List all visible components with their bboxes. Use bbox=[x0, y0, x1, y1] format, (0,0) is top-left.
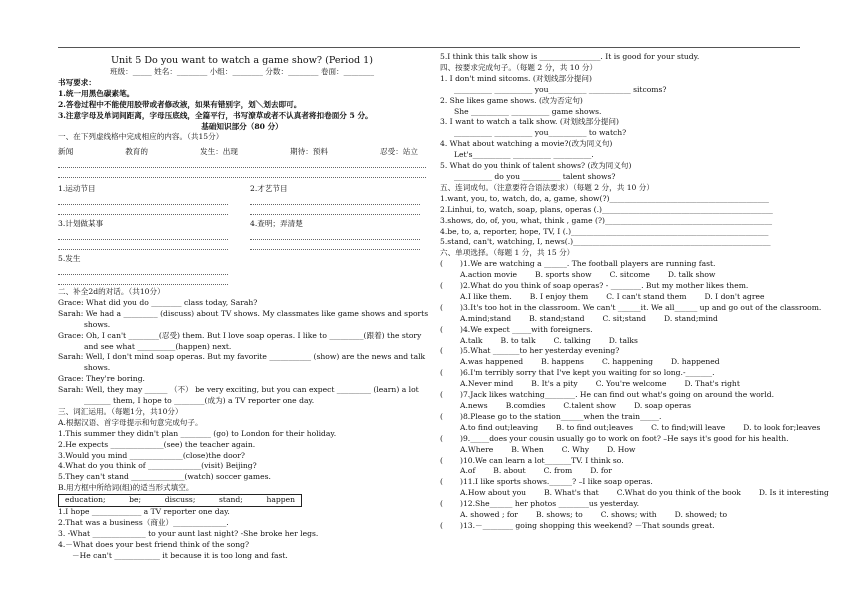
mc-question-text: )9._____does your cousin usually go to work on foot? –He says it's good for his health. bbox=[460, 433, 789, 443]
answer-paren[interactable]: ( bbox=[440, 259, 443, 269]
rewrite-question: 1. I don't mind sitcoms. (对划线部分提问) bbox=[440, 73, 592, 83]
rules-heading: 书写要求： bbox=[58, 77, 96, 87]
page-title: Unit 5 Do you want to watch a game show? (Period 1) bbox=[110, 55, 374, 66]
student-info-line: 班级：_____ 姓名：________ 小组：________ 分数：________ 卷面：________ bbox=[109, 67, 375, 76]
rule-item: 1.统一用黑色碳素笔。 bbox=[58, 88, 135, 98]
answer-paren[interactable]: ( bbox=[440, 302, 443, 312]
mc-question bbox=[440, 259, 802, 270]
dialogue-line: Grace: Oh, I can't ________(忍受) them. But I love soap operas. I like to _________(跟着) the story bbox=[58, 330, 422, 340]
multiple-choice-list bbox=[440, 259, 829, 532]
mc-option[interactable]: C. You're welcome bbox=[595, 379, 667, 389]
mc-option[interactable]: C. to find;will leave bbox=[651, 422, 726, 432]
mc-question-text: )5.What _______to her yesterday evening? bbox=[460, 346, 620, 356]
mc-option[interactable]: D. for bbox=[590, 466, 612, 476]
vocab-row bbox=[58, 147, 426, 158]
top-rule bbox=[58, 47, 800, 48]
mc-option[interactable]: C. from bbox=[543, 466, 573, 476]
phrase-item: 2.才艺节目 bbox=[250, 184, 288, 194]
rewrite-answer: Let's__________ __________ __________. bbox=[454, 150, 594, 160]
rewrite-answer: __________ __________ you__________ ___________ sitcoms? bbox=[454, 84, 667, 94]
answer-paren[interactable]: ( bbox=[440, 368, 443, 378]
dialogue-line: _______ them, I hope to ________(成为) a TV reporter one day. bbox=[84, 396, 315, 406]
left-column bbox=[58, 52, 429, 562]
dotted-line bbox=[58, 207, 228, 215]
word-box-item: education; bbox=[65, 495, 106, 505]
mc-option[interactable]: C. sitcome bbox=[609, 270, 650, 280]
mc-option[interactable]: C. sit;stand bbox=[602, 313, 647, 323]
part3-heading: 三、词汇运用。（每题1分，共10分） bbox=[58, 406, 183, 416]
dialogue-line: Grace: What did you do ________ class today, Sarah? bbox=[58, 297, 258, 307]
dotted-line bbox=[250, 232, 420, 240]
word-box bbox=[58, 494, 302, 507]
mc-option[interactable]: B. stand;stand bbox=[529, 313, 585, 323]
mc-options bbox=[440, 314, 802, 325]
mc-option[interactable]: B. When bbox=[511, 444, 544, 454]
mc-question-text: )3.It's too hot in the classroom. We can't ______it. We all______ up and go out of the classroom. bbox=[460, 302, 822, 312]
basics-heading: 基础知识部分（80 分） bbox=[201, 121, 283, 131]
mc-question-text: )11.I like sports shows.______? –I like soap operas. bbox=[460, 477, 653, 487]
rule-item: 2.答卷过程中不能使用胶带或者修改液，如果有错别字，划＼划去即可。 bbox=[58, 99, 302, 109]
mc-question-text: )4.We expect _____with foreigners. bbox=[460, 324, 593, 334]
mc-option[interactable]: B. to talk bbox=[500, 335, 536, 345]
mc-question bbox=[440, 346, 802, 357]
mc-question bbox=[440, 281, 802, 292]
mc-option[interactable]: A. showed ; for bbox=[460, 510, 518, 520]
mc-options bbox=[440, 445, 802, 456]
mc-option[interactable]: C.talent show bbox=[563, 401, 617, 410]
mc-question-text: )7.Jack likes watching________. He can find out what's going on around the world. bbox=[460, 390, 775, 400]
mc-option[interactable]: D. That's right bbox=[684, 379, 740, 389]
mc-option[interactable]: A.talk bbox=[460, 335, 483, 345]
vocab-question: －He can't ____________ it because it is too long and fast. bbox=[72, 550, 288, 560]
part3-sub-a: A.根据汉语、首字母提示和句意完成句子。 bbox=[58, 417, 203, 427]
word-order-question: 2.Linhui, to, watch, soap, plans, operas (.)_____________________________________________ bbox=[440, 204, 773, 214]
mc-option[interactable]: D. to look for;leaves bbox=[743, 422, 821, 432]
phrase-row bbox=[58, 254, 228, 285]
dialogue-line: Sarah: Well, they may ______ （不） be very exciting, but you can expect _________ (learn) a lot bbox=[58, 385, 419, 395]
mc-option[interactable]: A.I like them. bbox=[460, 291, 512, 301]
answer-paren[interactable]: ( bbox=[440, 455, 443, 465]
mc-option[interactable]: A.mind;stand bbox=[460, 313, 512, 323]
mc-option[interactable]: C. I can't stand them bbox=[606, 291, 687, 301]
dialogue-line: Sarah: We had a _________ (discuss) about TV shows. My classmates like game shows and sports bbox=[58, 308, 429, 318]
mc-option[interactable]: B. happens bbox=[541, 357, 584, 367]
vocab-question: 1.This summer they didn't plan ________ (go) to London for their holiday. bbox=[58, 428, 337, 438]
mc-options bbox=[440, 510, 802, 521]
vocab-word: 发生：出现 bbox=[200, 147, 238, 157]
mc-option[interactable]: A.to find out;leaving bbox=[460, 422, 539, 432]
answer-paren[interactable]: ( bbox=[440, 390, 443, 400]
word-order-question: 3.shows, do, of, you, what, think , game (?)____________________________________________ bbox=[440, 215, 773, 225]
mc-question bbox=[440, 456, 802, 467]
vocab-question: 4.What do you think of ______________(visit) Beijing? bbox=[58, 461, 257, 471]
mc-option[interactable]: B.comdies bbox=[505, 401, 546, 410]
right-column bbox=[440, 52, 829, 532]
vocab-question: 1.I hope _____________ a TV reporter one day. bbox=[58, 507, 230, 517]
mc-option[interactable]: B. sports show bbox=[535, 270, 592, 280]
vocab-question: 3. -What ______________ to your aunt last night? -She broke her legs. bbox=[58, 528, 319, 538]
phrase-row bbox=[58, 219, 426, 252]
mc-option[interactable]: C. shows; with bbox=[600, 510, 657, 520]
dotted-line bbox=[250, 207, 420, 215]
mc-question bbox=[440, 325, 802, 336]
mc-option[interactable]: B. What's that bbox=[544, 488, 599, 498]
phrase-item: 4.查明；弄清楚 bbox=[250, 219, 303, 229]
mc-options bbox=[440, 336, 802, 347]
mc-option[interactable]: D. stand;mind bbox=[664, 313, 718, 323]
word-order-question: 4.be, to, a, reporter, hope, TV, I (.)____________________________________________________ bbox=[440, 226, 769, 236]
mc-question bbox=[440, 521, 802, 532]
mc-options bbox=[440, 270, 802, 281]
mc-option[interactable]: A.Where bbox=[460, 444, 494, 454]
phrase-row bbox=[58, 184, 426, 217]
rewrite-question: 2. She likes game shows. (改为否定句) bbox=[440, 95, 583, 105]
mc-option[interactable]: D. soap operas bbox=[634, 401, 691, 410]
answer-paren[interactable]: ( bbox=[440, 281, 443, 291]
vocab-question: 2.He expects ______________(see) the teacher again. bbox=[58, 439, 256, 449]
mc-option[interactable]: C. talking bbox=[553, 335, 591, 345]
vocab-word: 忍受：站立 bbox=[380, 147, 418, 157]
phrase-item: 1.运动节目 bbox=[58, 184, 96, 194]
answer-paren[interactable]: ( bbox=[440, 433, 443, 443]
mc-question-text: )13.－________ going shopping this weekend? －That sounds great. bbox=[460, 520, 715, 530]
mc-option[interactable]: C.What do you think of the book bbox=[616, 488, 741, 498]
mc-question-text: )1.We are watching a ______. The football players are running fast. bbox=[460, 259, 716, 269]
mc-question bbox=[440, 390, 802, 401]
word-order-question: 1.want, you, to, watch, do, a, game, show(?)__________________________________________ bbox=[440, 193, 769, 203]
mc-option[interactable]: B. I enjoy them bbox=[529, 291, 589, 301]
mc-question bbox=[440, 412, 802, 423]
dialogue-line: shows. bbox=[84, 363, 111, 373]
vocab-word: 新闻 bbox=[58, 147, 74, 157]
dotted-line bbox=[58, 232, 228, 240]
word-order-question: 5.stand, can't, watching, I, news(.)____________________________________________________ bbox=[440, 237, 771, 247]
part2-heading: 二、补全2d的对话。（共10分） bbox=[58, 286, 165, 296]
mc-option[interactable]: A.How about you bbox=[460, 488, 527, 498]
vocab-word: 教育的 bbox=[125, 147, 148, 157]
phrase-item: 5.发生 bbox=[58, 254, 81, 264]
mc-option[interactable]: B. to find out;leaves bbox=[556, 422, 634, 432]
mc-question-text: )10.We can learn a lot_______TV. I think so. bbox=[460, 455, 624, 465]
mc-question bbox=[440, 434, 802, 445]
dialogue-line: Sarah: Well, I don't mind soap operas. But my favorite ___________ (show) are the news and talk bbox=[58, 352, 426, 362]
word-box-item: discuss; bbox=[164, 495, 196, 505]
word-box-item: happen bbox=[266, 495, 295, 505]
mc-question bbox=[440, 477, 802, 488]
answer-paren[interactable]: ( bbox=[440, 346, 443, 356]
mc-option[interactable]: C. Why bbox=[561, 444, 590, 454]
mc-question-text: )12.She______ her photos ________us yesterday. bbox=[460, 499, 640, 509]
part4-heading: 四、按要求完成句子。（每题 2 分，共 10 分） bbox=[440, 62, 598, 72]
mc-option[interactable]: D. Is it interesting bbox=[758, 488, 829, 498]
phrase-item: 3.计划做某事 bbox=[58, 219, 104, 229]
mc-options bbox=[440, 357, 802, 368]
mc-option[interactable]: A.action movie bbox=[460, 270, 518, 280]
vocab-question: 5.They can't stand ______________(watch) soccer games. bbox=[58, 472, 271, 482]
mc-options bbox=[440, 466, 802, 477]
mc-question-text: )6.I'm terribly sorry that I've kept you waiting for so long.-_______. bbox=[460, 368, 715, 378]
part6-heading: 六、单项选择。（每题 1 分，共 15 分） bbox=[440, 248, 575, 258]
dotted-line bbox=[58, 277, 228, 285]
mc-option[interactable]: D. How bbox=[607, 444, 636, 454]
answer-paren[interactable]: ( bbox=[440, 324, 443, 334]
word-box-item: be; bbox=[129, 495, 142, 505]
mc-question bbox=[440, 302, 822, 314]
vocab-question: 2.That was a business（商业）______________. bbox=[58, 518, 229, 527]
rewrite-answer: __________ __________ you__________ to watch? bbox=[454, 128, 627, 138]
rewrite-question: 3. I want to watch a talk show. (对划线部分提问) bbox=[440, 117, 619, 127]
answer-paren[interactable]: ( bbox=[440, 499, 443, 509]
rewrite-question: 4. What about watching a movie?(改为同义句) bbox=[440, 139, 613, 149]
dialogue-line: shows. bbox=[84, 319, 111, 329]
rewrite-answer: She __________ __________ game shows. bbox=[454, 106, 602, 116]
dotted-line bbox=[58, 160, 426, 168]
answer-paren[interactable]: ( bbox=[440, 520, 443, 530]
mc-question bbox=[440, 499, 802, 510]
mc-option[interactable]: B. shows; to bbox=[535, 510, 583, 520]
mc-question-text: )8.Please go to the station______when the train_____. bbox=[460, 411, 662, 421]
vocab-word: 期待：预料 bbox=[290, 147, 328, 157]
mc-option[interactable]: D. talk show bbox=[667, 270, 716, 280]
dotted-line bbox=[58, 242, 228, 250]
mc-question bbox=[440, 368, 802, 379]
dotted-line bbox=[58, 267, 228, 275]
vocab-question: 3.Would you mind ______________(close)the door? bbox=[58, 450, 245, 460]
mc-option[interactable]: D. talks bbox=[608, 335, 638, 345]
mc-options bbox=[440, 488, 829, 499]
part3-sub-b: B.用方框中所给词(组)的适当形式填空。 bbox=[58, 483, 194, 493]
mc-option[interactable]: A.news bbox=[460, 401, 488, 410]
dotted-line bbox=[58, 197, 228, 205]
dialogue-line: and see what __________(happen) next. bbox=[84, 341, 232, 351]
answer-paren[interactable]: ( bbox=[440, 477, 443, 487]
mc-option[interactable]: B. It's a pity bbox=[531, 379, 578, 389]
mc-option[interactable]: D. I don't agree bbox=[704, 291, 765, 301]
mc-option[interactable]: A.Never mind bbox=[460, 379, 514, 389]
dotted-line bbox=[250, 242, 420, 250]
vocab-question: 5.I think this talk show is ________________. It is good for your study. bbox=[440, 52, 700, 61]
answer-paren[interactable]: ( bbox=[440, 411, 443, 421]
mc-option[interactable]: A.was happened bbox=[460, 357, 524, 367]
mc-option[interactable]: C. happening bbox=[601, 357, 654, 367]
part5-heading: 五、连词成句。（注意要符合语法要求）（每题 2 分，共 10 分） bbox=[440, 182, 654, 192]
word-box-item: stand; bbox=[219, 495, 243, 505]
mc-options bbox=[440, 422, 821, 434]
mc-options bbox=[440, 379, 802, 390]
mc-options bbox=[440, 401, 802, 412]
mc-question-text: )2.What do you think of soap operas? - ________. But my mother likes them. bbox=[460, 281, 749, 291]
rule-item: 3.注意字母及单词间距离，字母压底线，全篇平行，书写潦草或者不认真者将扣卷面分 5 分。 bbox=[58, 110, 373, 120]
dialogue-line: Grace: They're boring. bbox=[58, 374, 145, 384]
part1-heading: 一、在下列虚线格中完成相应的内容。（共15分） bbox=[58, 132, 224, 142]
mc-option[interactable]: A.of bbox=[460, 466, 476, 476]
mc-options bbox=[440, 292, 802, 303]
mc-option[interactable]: D. showed; to bbox=[674, 510, 728, 520]
mc-option[interactable]: B. about bbox=[493, 466, 526, 476]
mc-option[interactable]: D. happened bbox=[671, 357, 720, 367]
rewrite-question: 5. What do you think of talent shows? (改为同义句) bbox=[440, 161, 632, 171]
rewrite-answer: __________ do you __________ talent shows? bbox=[454, 171, 616, 181]
dotted-line bbox=[250, 197, 420, 205]
vocab-question: 4.－What does your best friend think of the song? bbox=[58, 539, 250, 549]
dotted-line bbox=[58, 170, 426, 178]
